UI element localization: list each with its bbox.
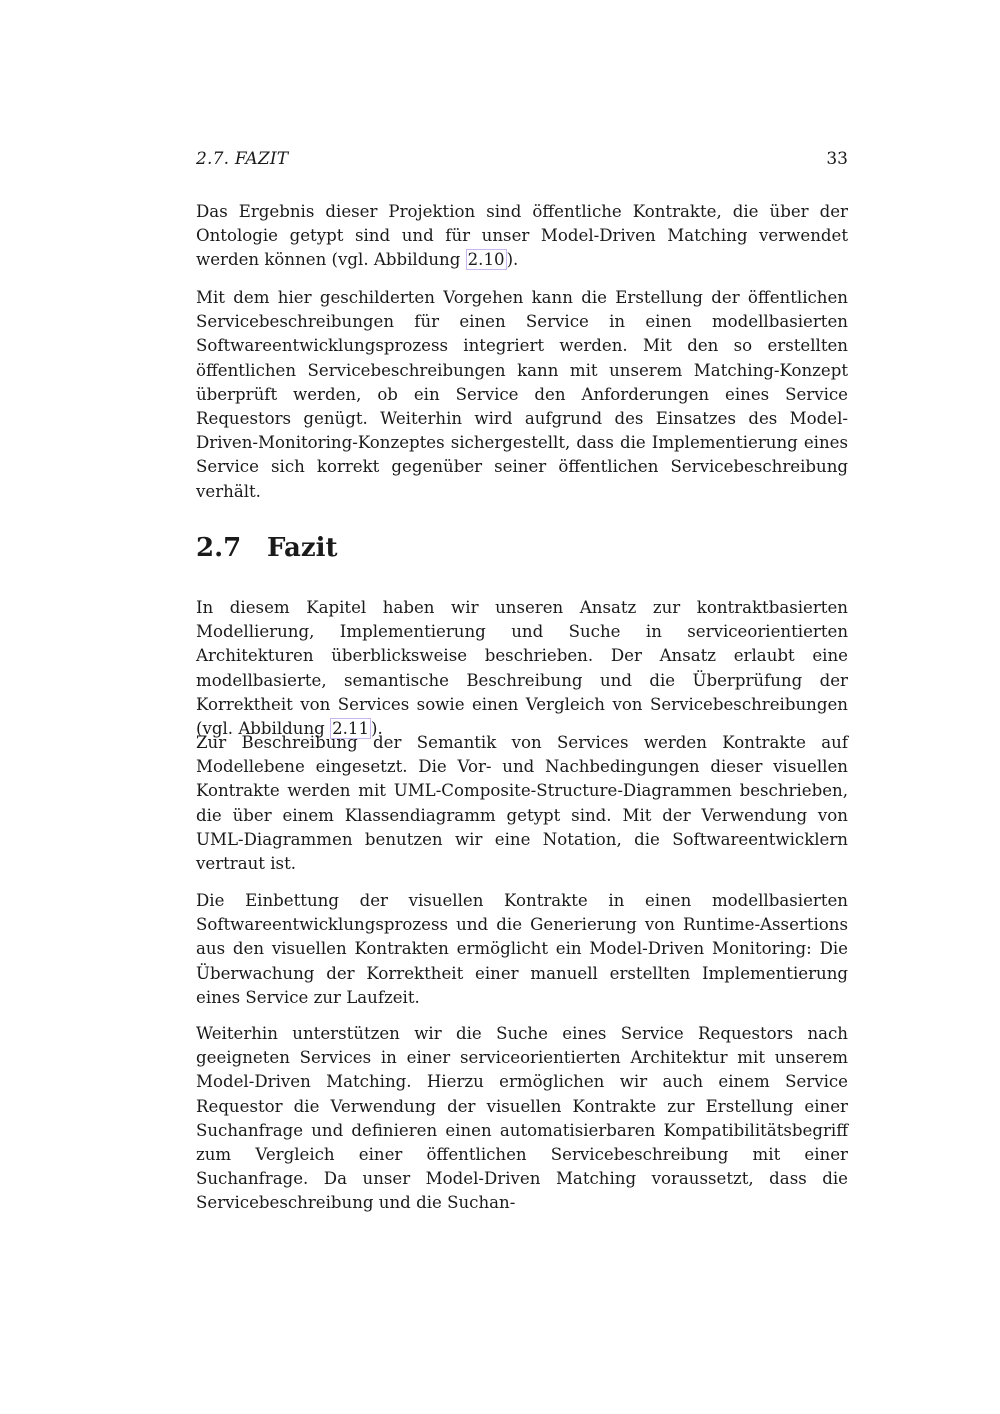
paragraph-semantics — [196, 731, 848, 876]
paragraph-procedure — [196, 286, 848, 504]
running-head-chapter: 2.7. FAZIT — [196, 149, 289, 169]
page-number: 33 — [826, 149, 848, 169]
section-title: Fazit — [267, 533, 338, 563]
paragraph-chapter-summary — [196, 596, 848, 741]
paragraph-text-part: ). — [506, 250, 519, 270]
paragraph-text — [196, 200, 848, 273]
paragraph-text: Weiterhin unterstützen wir die Suche eines Service Requestors nach geeigneten Services in einer serviceorientierten Architektur mit unserem Model-Driven Matching. Hierzu ermöglichen wir auch einem Service Requestor die Verwendung der visuellen Kontrakte zur Erstellung einer Suchanfrage und definieren einen automatisierbaren Kompatibilitätsbegriff zum Vergleich einer öffentlichen Servicebeschreibung mit einer Suchanfrage. Da unser Model-Driven Matching voraussetzt, dass die Servicebeschreibung und die Suchan- — [196, 1024, 848, 1213]
paragraph-text — [196, 596, 848, 741]
paragraph-text-part: ). — [371, 719, 383, 739]
paragraph-matching — [196, 1022, 848, 1216]
figure-reference-link[interactable]: 2.10 — [467, 250, 505, 270]
paragraph-monitoring — [196, 889, 848, 1010]
paragraph-text: Mit dem hier geschilderten Vorgehen kann die Erstellung der öffentlichen Servicebeschreibungen für einen Service in einen modellbasierten Softwareentwicklungsprozess integriert werden. Mit den so erstellten öffentlichen Servicebeschreibungen kann mit unserem Matching-Konzept überprüft werden, ob ein Service den Anforderungen eines Service Requestors genügt. Weiterhin wird aufgrund des Einsatzes des Model-Driven-Monitoring-Konzeptes sichergestellt, dass die Implementierung eines Service sich korrekt gegenüber seiner öffentlichen Servicebeschreibung verhält. — [196, 288, 848, 501]
paragraph-projection-result — [196, 200, 848, 273]
running-head — [196, 146, 848, 172]
section-heading — [196, 530, 338, 566]
paragraph-text: Zur Beschreibung der Semantik von Services werden Kontrakte auf Modellebene eingesetzt. Die Vor- und Nachbedingungen dieser visuellen Kontrakte werden mit UML-Composite-Structure-Diagrammen beschrieben, die über einem Klassendiagramm getypt sind. Mit der Verwendung von UML-Diagrammen benutzen wir eine Notation, die Softwareentwicklern vertraut ist. — [196, 733, 848, 874]
paragraph-text: Die Einbettung der visuellen Kontrakte in einen modellbasierten Softwareentwicklungsprozess und die Generierung von Runtime-Assertions aus den visuellen Kontrakten ermöglicht ein Model-Driven Monitoring: Die Überwachung der Korrektheit einer manuell erstellten Implementierung eines Service zur Laufzeit. — [196, 891, 848, 1007]
paragraph-text-part: In diesem Kapitel haben wir unseren Ansatz zur kontraktbasierten Modellierung, Implementierung und Suche in serviceorientierten Architekturen überblicksweise beschrieben. Der Ansatz erlaubt eine modellbasierte, semantische Beschreibung und die Überprüfung der Korrektheit von Services sowie einen Vergleich von Servicebeschreibungen (vgl. Abbildung — [196, 598, 848, 739]
figure-reference-link[interactable]: 2.11 — [332, 719, 370, 739]
section-number: 2.7 — [196, 533, 242, 563]
paragraph-text-part: Das Ergebnis dieser Projektion sind öffentliche Kontrakte, die über der Ontologie getypt sind und für unser Model-Driven Matching verwendet werden können (vgl. Abbildung — [196, 202, 848, 270]
